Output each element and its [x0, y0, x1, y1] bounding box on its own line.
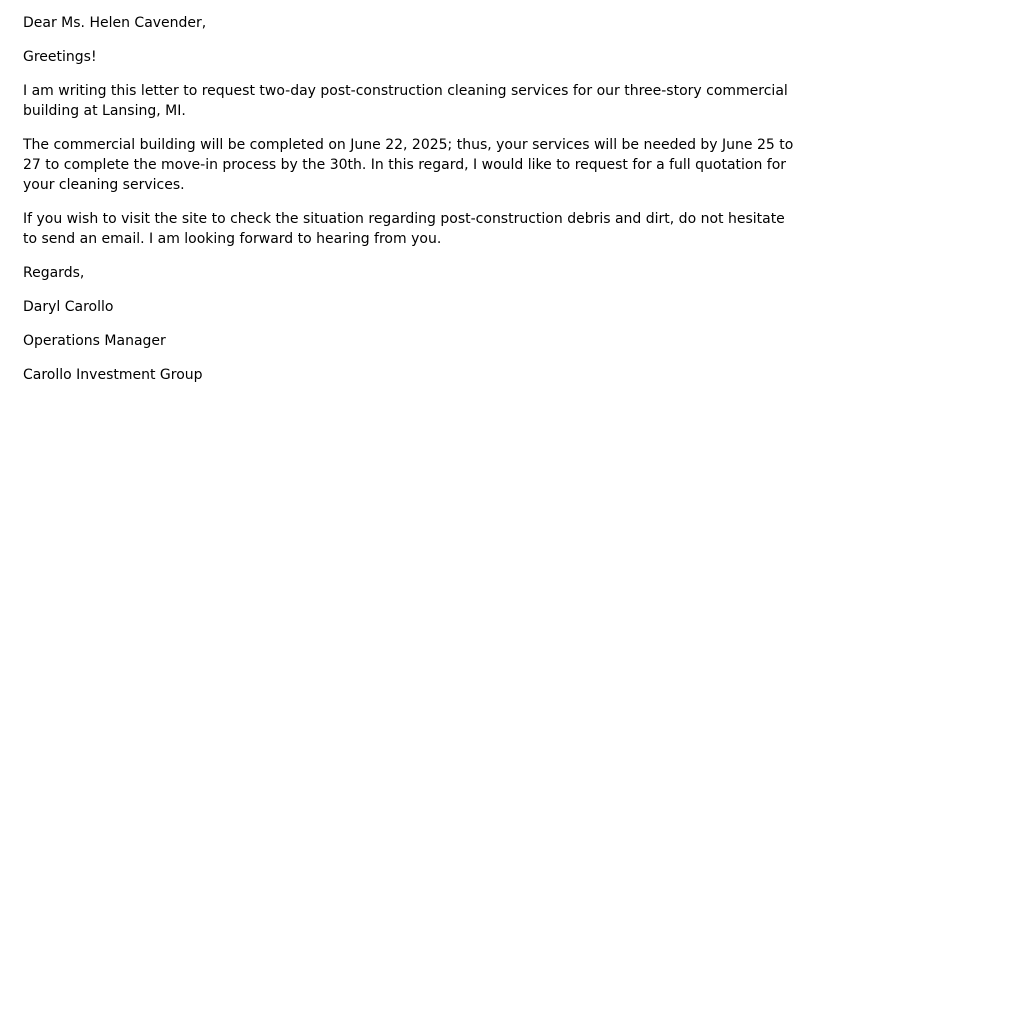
signature-name: Daryl Carollo: [23, 299, 114, 315]
paragraph-schedule: The commercial building will be completed on June 22, 2025; thus, your services will be needed by June 25 to 27 to complete the move-in process by the 30th. In this regard, I would like to request for a full quotation for your cleaning services.: [23, 137, 794, 193]
signature-company: Carollo Investment Group: [23, 367, 203, 383]
greeting: Greetings!: [23, 49, 97, 65]
signature-title: Operations Manager: [23, 333, 166, 349]
closing: Regards,: [23, 265, 85, 281]
paragraph-request: I am writing this letter to request two-day post-construction cleaning services for our three-story commercial building at Lansing, MI.: [23, 83, 788, 119]
paragraph-site-visit: If you wish to visit the site to check the situation regarding post-construction debris and dirt, do not hesitate to send an email. I am looking forward to hearing from you.: [23, 211, 785, 247]
salutation: Dear Ms. Helen Cavender,: [23, 15, 207, 31]
letter-body: [23, 13, 798, 385]
